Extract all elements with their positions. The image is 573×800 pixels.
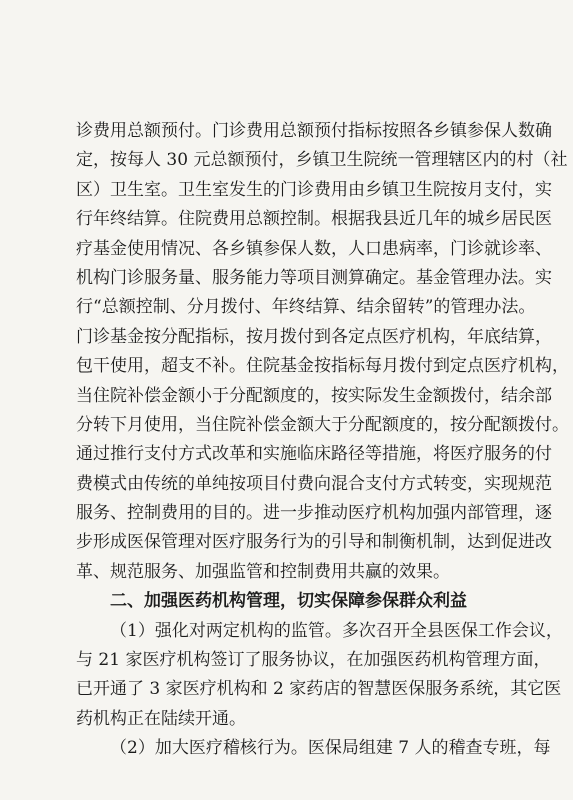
text-line: （2）加大医疗稽核行为。医保局组建 7 人的稽查专班，每 [110, 738, 551, 759]
text-line: 行“总额控制、分月拨付、年终结算、结余留转”的管理办法。 [76, 297, 536, 318]
text-line: 费模式由传统的单纯按项目付费向混合支付方式转变，实现规范 [76, 473, 552, 494]
text-line: 药机构正在陆续开通。 [76, 708, 246, 729]
text-line: 区）卫生室。卫生室发生的门诊费用由乡镇卫生院按月支付，实 [76, 179, 552, 200]
text-line: 定，按每人 30 元总额预付，乡镇卫生院统一管理辖区内的村（社 [76, 150, 568, 171]
text-line: 步形成医保管理对医疗服务行为的引导和制衡机制，达到促进改 [76, 532, 552, 553]
paragraph-payment-reform [76, 117, 569, 587]
text-line: （1）强化对两定机构的监管。多次召开全县医保工作会议， [110, 620, 563, 641]
text-line: 机构门诊服务量、服务能力等项目测算确定。基金管理办法。实 [76, 267, 552, 288]
text-line: 通过推行支付方式改革和实施临床路径等措施，将医疗服务的付 [76, 444, 552, 465]
paragraph-audit [76, 734, 551, 763]
text-line: 行年终结算。住院费用总额控制。根据我县近几年的城乡居民医 [76, 209, 552, 230]
text-line: 已开通了 3 家医疗机构和 2 家药店的智慧医保服务系统，其它医 [76, 679, 562, 700]
text-line: 包干使用，超支不补。住院基金按指标每月拨付到定点医疗机构， [76, 356, 569, 377]
text-line: 与 21 家医疗机构签订了服务协议，在加强医药机构管理方面， [76, 650, 551, 671]
text-line: 分转下月使用，当住院补偿金额大于分配额度的，按分配额拨付。 [76, 414, 569, 435]
text-line: 疗基金使用情况、各乡镇参保人数，人口患病率，门诊就诊率、 [76, 238, 552, 259]
text-line: 当住院补偿金额小于分配额度的，按实际发生金额拨付，结余部 [76, 385, 552, 406]
paragraph-institution-supervision [76, 617, 563, 735]
text-line: 门诊基金按分配指标，按月拨付到各定点医疗机构，年底结算， [76, 326, 552, 347]
text-line: 服务、控制费用的目的。进一步推动医疗机构加强内部管理，逐 [76, 503, 552, 524]
section-heading: 二、加强医药机构管理，切实保障参保群众利益 [110, 591, 467, 612]
document-body [76, 117, 569, 764]
text-line: 革、规范服务、加强监管和控制费用共赢的效果。 [76, 561, 450, 582]
text-line: 诊费用总额预付。门诊费用总额预付指标按照各乡镇参保人数确 [76, 121, 552, 141]
